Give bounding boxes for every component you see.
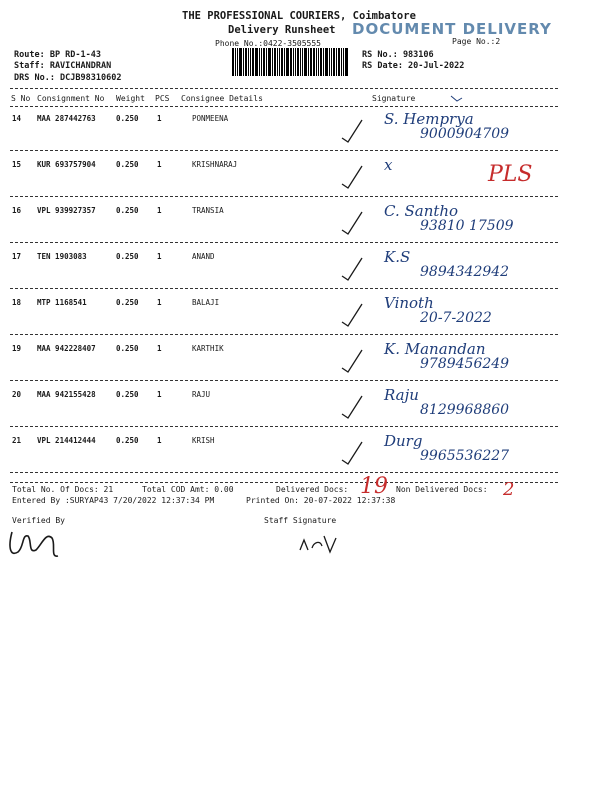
row-pcs: 1 [157,390,162,399]
row-consignee: BALAJI [192,298,220,307]
row-divider [10,288,558,289]
row-sno: 14 [12,114,22,123]
col-consignee: Consignee Details [181,94,263,103]
row-consignment: MAA 942228407 [37,344,96,353]
delivered-tick-icon [340,118,364,144]
row-divider [10,196,558,197]
row-pcs: 1 [157,252,162,261]
document-delivery-stamp: DOCUMENT DELIVERY [352,20,552,38]
row-weight: 0.250 [116,206,139,215]
row-weight: 0.250 [116,298,139,307]
row-handwritten-number: 9789456249 [420,356,510,372]
col-weight: Weight [116,94,145,103]
staff-signature-mark [296,528,346,558]
row-consignee: ANAND [192,252,215,261]
row-divider [10,242,558,243]
row-pcs: 1 [157,436,162,445]
row-weight: 0.250 [116,436,139,445]
document-subtitle: Delivery Runsheet [228,24,336,36]
delivered-tick-icon [340,302,364,328]
row-consignee: KRISHNARAJ [192,160,238,169]
row-divider [10,472,558,473]
row-weight: 0.250 [116,160,139,169]
row-sno: 21 [12,436,22,445]
divider [10,482,558,483]
company-title: THE PROFESSIONAL COURIERS, Coimbatore [182,10,416,22]
delivered-docs-handwritten: 19 [360,474,388,499]
row-pcs: 1 [157,114,162,123]
row-handwritten-number: PLS [488,162,533,187]
row-weight: 0.250 [116,252,139,261]
row-divider [10,380,558,381]
row-sno: 20 [12,390,22,399]
row-consignment: VPL 214412444 [37,436,96,445]
row-consignee: TRANSIA [192,206,224,215]
row-consignment: KUR 693757904 [37,160,96,169]
col-signature: Signature [372,94,416,103]
delivered-tick-icon [340,210,364,236]
col-pcs: PCS [155,94,170,103]
row-consignment: VPL 939927357 [37,206,96,215]
phone-number: Phone No.:0422-3505555 [215,39,321,48]
staff-signature-label: Staff Signature [264,516,337,525]
row-sno: 16 [12,206,22,215]
non-delivered-docs-handwritten: 2 [503,479,515,500]
entered-by: Entered By :SURYAP43 7/20/2022 12:37:34 PM [12,496,215,505]
rs-date: RS Date: 20-Jul-2022 [362,61,465,71]
delivered-tick-icon [340,164,364,190]
row-weight: 0.250 [116,344,139,353]
delivered-docs-label: Delivered Docs: [276,485,349,494]
row-handwritten-name: S. Hemprya [384,110,474,128]
row-pcs: 1 [157,344,162,353]
delivered-tick-icon [340,348,364,374]
row-divider [10,426,558,427]
divider [10,88,558,89]
divider [10,106,558,107]
row-consignment: MAA 942155428 [37,390,96,399]
row-handwritten-number: 9894342942 [420,264,510,280]
delivered-tick-icon [340,394,364,420]
row-handwritten-number: 8129968860 [420,402,510,418]
row-consignment: MAA 287442763 [37,114,96,123]
delivered-tick-icon [340,256,364,282]
row-consignment: MTP 1168541 [37,298,87,307]
row-pcs: 1 [157,298,162,307]
total-cod: Total COD Amt: 0.00 [142,485,234,494]
row-pcs: 1 [157,206,162,215]
row-sno: 17 [12,252,22,261]
row-divider [10,150,558,151]
row-consignee: KRISH [192,436,215,445]
row-sno: 18 [12,298,22,307]
barcode [232,48,349,76]
page-number: Page No.:2 [452,37,501,46]
row-handwritten-name: Raju [384,386,419,404]
row-handwritten-name: Vinoth [384,294,434,312]
printed-on: Printed On: 20-07-2022 12:37:38 [246,496,396,505]
col-consignment: Consignment No [37,94,105,103]
row-handwritten-number: 93810 17509 [420,218,514,234]
row-handwritten-name: x [384,156,393,174]
row-weight: 0.250 [116,390,139,399]
row-handwritten-number: 20-7-2022 [420,310,492,326]
col-sno: S No [11,94,31,103]
route-label: Route: BP RD-1-43 [14,50,101,60]
row-handwritten-number: 9965536227 [420,448,510,464]
row-handwritten-name: K. Manandan [384,340,486,358]
row-sno: 19 [12,344,22,353]
row-weight: 0.250 [116,114,139,123]
row-handwritten-name: Durg [384,432,423,450]
row-handwritten-name: C. Santho [384,202,459,220]
row-sno: 15 [12,160,22,169]
signature-mark [450,95,464,103]
row-consignee: KARTHIK [192,344,224,353]
row-consignee: PONMEENA [192,114,229,123]
delivered-tick-icon [340,440,364,466]
row-divider [10,334,558,335]
row-handwritten-number: 9000904709 [420,126,510,142]
row-consignee: RAJU [192,390,211,399]
row-consignment: TEN 1903083 [37,252,87,261]
rs-number: RS No.: 983106 [362,50,434,60]
drs-number: DRS No.: DCJB98310602 [14,73,122,83]
verified-by-label: Verified By [12,516,65,525]
staff-label: Staff: RAVICHANDRAN [14,61,112,71]
row-handwritten-name: K.S [384,248,411,266]
non-delivered-docs-label: Non Delivered Docs: [396,485,488,494]
verifier-signature [6,522,66,562]
row-pcs: 1 [157,160,162,169]
total-docs: Total No. Of Docs: 21 [12,485,114,494]
